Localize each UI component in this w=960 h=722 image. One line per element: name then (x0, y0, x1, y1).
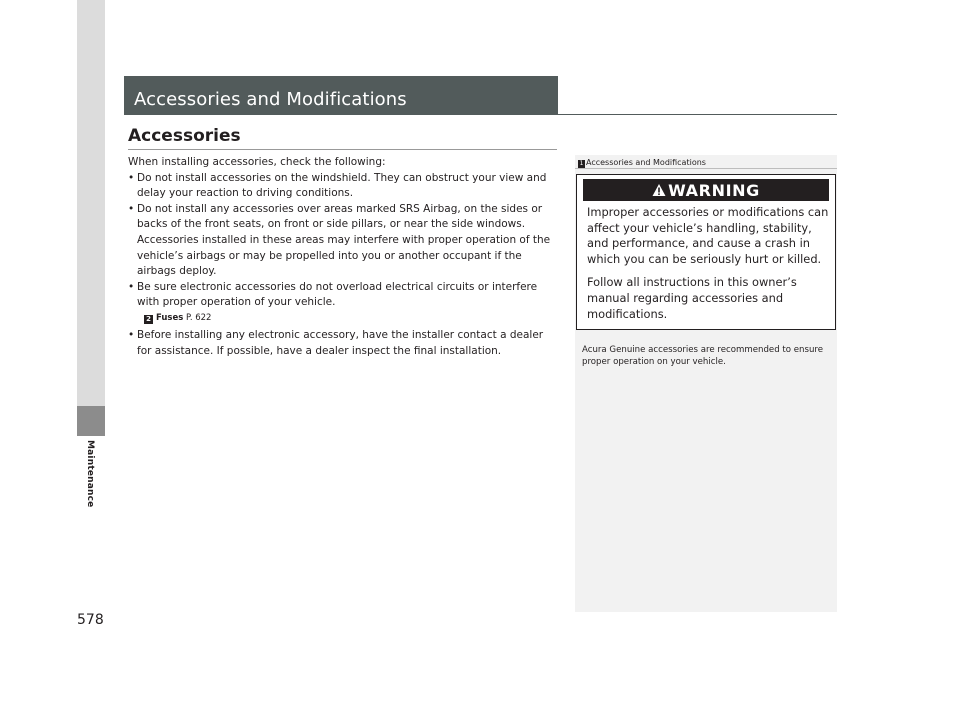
list-item (128, 328, 560, 359)
reference-page: P. 622 (186, 312, 212, 323)
bullet-icon: • (128, 280, 135, 293)
page-number: 578 (77, 612, 104, 628)
list-item (128, 280, 560, 325)
sidebar-panel (575, 155, 837, 612)
warning-box (576, 174, 836, 330)
warning-banner (583, 179, 829, 201)
warning-paragraph: Follow all instructions in this owner’s manual regarding accessories and modifications. (587, 275, 797, 321)
reference-arrow-icon: 2 (144, 315, 153, 324)
intro-text: When installing accessories, check the following: (128, 156, 386, 168)
sidebar-header-text: Accessories and Modifications (586, 158, 706, 167)
warning-text (587, 205, 831, 330)
section-title-rule (124, 114, 837, 115)
accessory-checklist (128, 171, 560, 360)
list-item-text: Do not install accessories on the windshield. They can obstruct your view and delay your reaction to driving conditions. (137, 171, 547, 200)
side-tab-background (77, 0, 105, 406)
list-item (128, 202, 560, 280)
list-item (128, 171, 560, 202)
subsection-heading: Accessories (128, 126, 241, 146)
list-item-text: Do not install any accessories over areas marked SRS Airbag, on the sides or backs of the front seats, on front or side pillars, or near the side windows. Accessories installed in these areas may interfere with proper operation of the vehicle’s airbags or may be propelled into you or another occupant if the airbags deploy. (137, 202, 551, 278)
warning-triangle-icon (652, 183, 666, 197)
reference-title: Fuses (156, 312, 184, 323)
warning-label: WARNING (668, 181, 760, 200)
subsection-rule (128, 149, 557, 150)
warning-paragraph: Improper accessories or modifications can affect your vehicle’s handling, stability, and performance, and cause a crash in which you can be seriously hurt or killed. (587, 205, 829, 266)
section-title-bar (124, 76, 558, 115)
side-tab-label: Maintenance (85, 440, 95, 508)
note-marker-icon: 1 (579, 160, 584, 167)
list-item-text: Be sure electronic accessories do not overload electrical circuits or interfere with proper operation of your vehicle. (137, 280, 538, 309)
main-content (128, 155, 560, 359)
sidebar-header (578, 158, 706, 168)
sidebar-header-rule (575, 168, 837, 169)
side-tab-active-marker (77, 406, 105, 436)
sidebar-note: Acura Genuine accessories are recommended to ensure proper operation on your vehicle. (582, 345, 824, 367)
cross-reference-link[interactable] (144, 312, 560, 325)
bullet-icon: • (128, 202, 135, 215)
bullet-icon: • (128, 171, 135, 184)
list-item-text: Before installing any electronic accessory, have the installer contact a dealer for assistance. If possible, have a dealer inspect the final installation. (137, 328, 544, 357)
bullet-icon: • (128, 328, 135, 341)
section-title: Accessories and Modifications (134, 89, 407, 110)
